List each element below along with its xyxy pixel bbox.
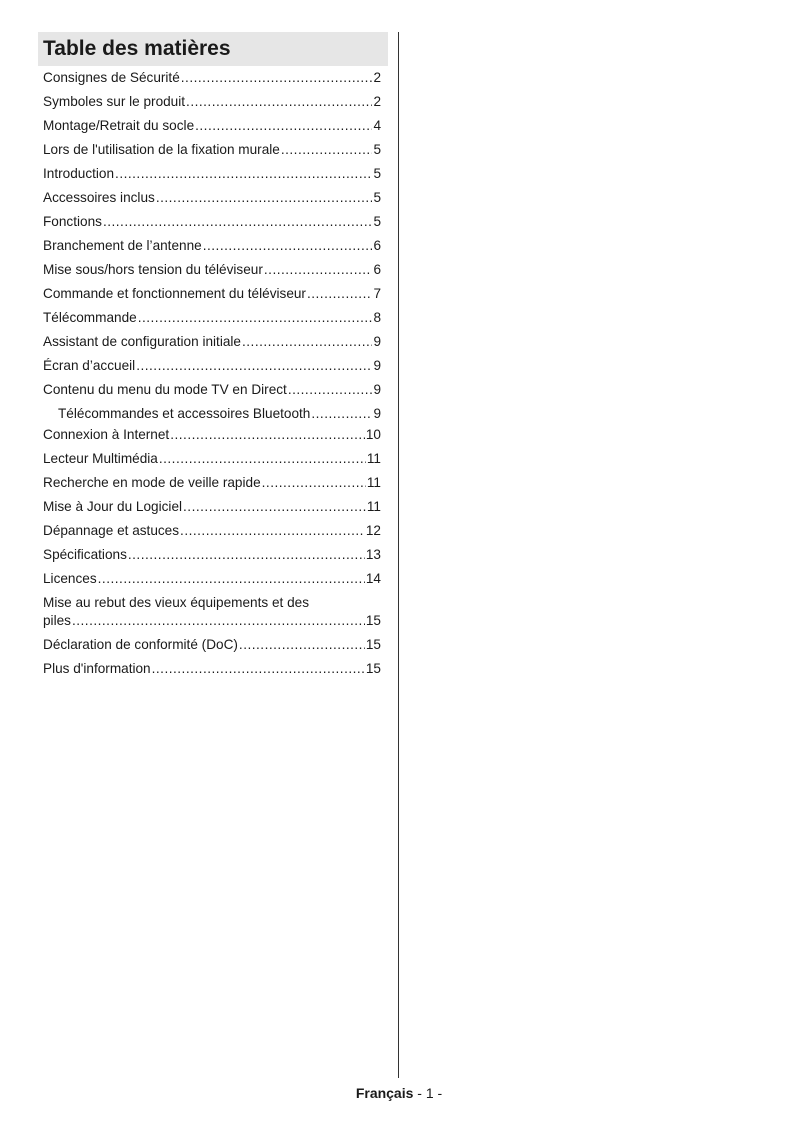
toc-entry-page: 13 xyxy=(365,547,381,562)
toc-entry[interactable] xyxy=(38,165,388,183)
toc-entry[interactable] xyxy=(38,285,388,303)
toc-entry[interactable] xyxy=(38,546,388,564)
toc-entry[interactable] xyxy=(38,636,388,654)
toc-entry-title: Introduction xyxy=(43,166,115,181)
toc-entry[interactable] xyxy=(38,93,388,111)
toc-heading: Table des matières xyxy=(38,32,388,66)
toc-entry-title: Branchement de l’antenne xyxy=(43,238,202,253)
toc-entry[interactable] xyxy=(38,357,388,375)
toc-entry[interactable] xyxy=(38,522,388,540)
toc-entry-title: Lecteur Multimédia xyxy=(43,451,158,466)
toc-entry-page: 9 xyxy=(373,382,381,397)
toc-entry-page: 5 xyxy=(373,142,381,157)
toc-entry-page: 10 xyxy=(365,427,381,442)
dot-leader xyxy=(264,261,373,279)
toc-entry-page: 11 xyxy=(366,451,381,466)
toc-entry-title: Symboles sur le produit xyxy=(43,94,186,109)
dot-leader xyxy=(239,636,365,654)
dot-leader xyxy=(307,285,372,303)
toc-entry-title: Licences xyxy=(43,571,97,586)
toc-entry[interactable] xyxy=(38,237,388,255)
toc-entry-title: Déclaration de conformité (DoC) xyxy=(43,637,238,652)
toc-entry-title: Contenu du menu du mode TV en Direct xyxy=(43,382,287,397)
toc-entry[interactable] xyxy=(38,69,388,87)
toc-entry[interactable] xyxy=(38,213,388,231)
toc-entry-title: Connexion à Internet xyxy=(43,427,170,442)
toc-entry[interactable] xyxy=(38,450,388,468)
toc-entry-page: 11 xyxy=(366,499,381,514)
dot-leader xyxy=(281,141,373,159)
toc-entry-page: 8 xyxy=(373,310,381,325)
toc-entry-page: 9 xyxy=(373,406,381,421)
toc-entry[interactable] xyxy=(38,498,388,516)
dot-leader xyxy=(98,570,365,588)
toc-entry[interactable] xyxy=(38,141,388,159)
toc-entry[interactable] xyxy=(38,381,388,399)
toc-entry-title: Mise sous/hors tension du téléviseur xyxy=(43,262,263,277)
toc-entry-page: 2 xyxy=(373,70,381,85)
footer-page-number: - 1 - xyxy=(417,1085,443,1101)
toc-entry-title: Montage/Retrait du socle xyxy=(43,118,195,133)
dot-leader xyxy=(180,522,365,540)
toc-entry[interactable] xyxy=(38,426,388,444)
toc-entry-title: Recherche en mode de veille rapide xyxy=(43,475,261,490)
toc-entry-title: Assistant de configuration initiale xyxy=(43,334,241,349)
toc-entry-page: 4 xyxy=(373,118,381,133)
toc-entry-page: 2 xyxy=(373,94,381,109)
dot-leader xyxy=(170,426,365,444)
toc-entry[interactable] xyxy=(38,309,388,327)
toc-entry[interactable] xyxy=(38,189,388,207)
toc-entry-page: 12 xyxy=(365,523,381,538)
page-footer xyxy=(0,1085,798,1101)
toc-entry-title: Accessoires inclus xyxy=(43,190,155,205)
toc-entry-title: Mise à Jour du Logiciel xyxy=(43,499,183,514)
footer-language: Français xyxy=(355,1085,414,1101)
toc-entry-title-continued: piles xyxy=(43,613,71,628)
toc-entry-page: 15 xyxy=(365,637,381,652)
column-divider xyxy=(398,32,399,1078)
toc-entry-title: Spécifications xyxy=(43,547,127,562)
toc-entry[interactable] xyxy=(38,660,388,678)
dot-leader xyxy=(203,237,373,255)
dot-leader xyxy=(72,612,365,630)
toc-entry-title: Consignes de Sécurité xyxy=(43,70,180,85)
toc-entry-title: Dépannage et astuces xyxy=(43,523,180,538)
dot-leader xyxy=(156,189,373,207)
toc-entry[interactable] xyxy=(38,570,388,588)
dot-leader xyxy=(138,309,373,327)
toc-entry-page: 5 xyxy=(373,214,381,229)
dot-leader xyxy=(136,357,372,375)
toc-entry-title: Télécommande xyxy=(43,310,137,325)
toc-entry-title: Écran d’accueil xyxy=(43,358,136,373)
toc-entry-title: Commande et fonctionnement du téléviseur xyxy=(43,286,306,301)
toc-entry-page: 5 xyxy=(373,166,381,181)
toc-entry-title: Télécommandes et accessoires Bluetooth xyxy=(58,406,311,421)
dot-leader xyxy=(288,381,373,399)
dot-leader xyxy=(262,474,366,492)
toc-entry-page: 11 xyxy=(366,475,381,490)
toc-entry-page: 6 xyxy=(373,238,381,253)
toc-entry[interactable] xyxy=(38,117,388,135)
dot-leader xyxy=(103,213,373,231)
dot-leader xyxy=(159,450,366,468)
toc-entry-page: 9 xyxy=(373,334,381,349)
toc-entry-title: Mise au rebut des vieux équipements et des xyxy=(43,595,309,610)
dot-leader xyxy=(186,93,372,111)
dot-leader xyxy=(152,660,365,678)
toc-entry-title: Plus d'information xyxy=(43,661,151,676)
toc-entry-title: Fonctions xyxy=(43,214,102,229)
dot-leader xyxy=(195,117,372,135)
toc-subentry[interactable] xyxy=(38,405,388,423)
dot-leader xyxy=(183,498,366,516)
dot-leader xyxy=(311,405,372,423)
toc-entry[interactable] xyxy=(38,261,388,279)
dot-leader xyxy=(115,165,372,183)
dot-leader xyxy=(242,333,372,351)
toc-entry[interactable] xyxy=(38,333,388,351)
toc-entry-page: 9 xyxy=(373,358,381,373)
toc-entry-page: 6 xyxy=(373,262,381,277)
toc-entry-page: 14 xyxy=(365,571,381,586)
toc-entry-page: 15 xyxy=(365,613,381,628)
toc-entry-page: 15 xyxy=(365,661,381,676)
toc-entry[interactable] xyxy=(38,474,388,492)
toc-entry-page: 5 xyxy=(373,190,381,205)
toc-entry[interactable] xyxy=(38,594,388,630)
toc-entry-page: 7 xyxy=(373,286,381,301)
toc-entry-title: Lors de l'utilisation de la fixation murale xyxy=(43,142,280,157)
table-of-contents xyxy=(38,32,388,684)
dot-leader xyxy=(181,69,373,87)
dot-leader xyxy=(128,546,365,564)
